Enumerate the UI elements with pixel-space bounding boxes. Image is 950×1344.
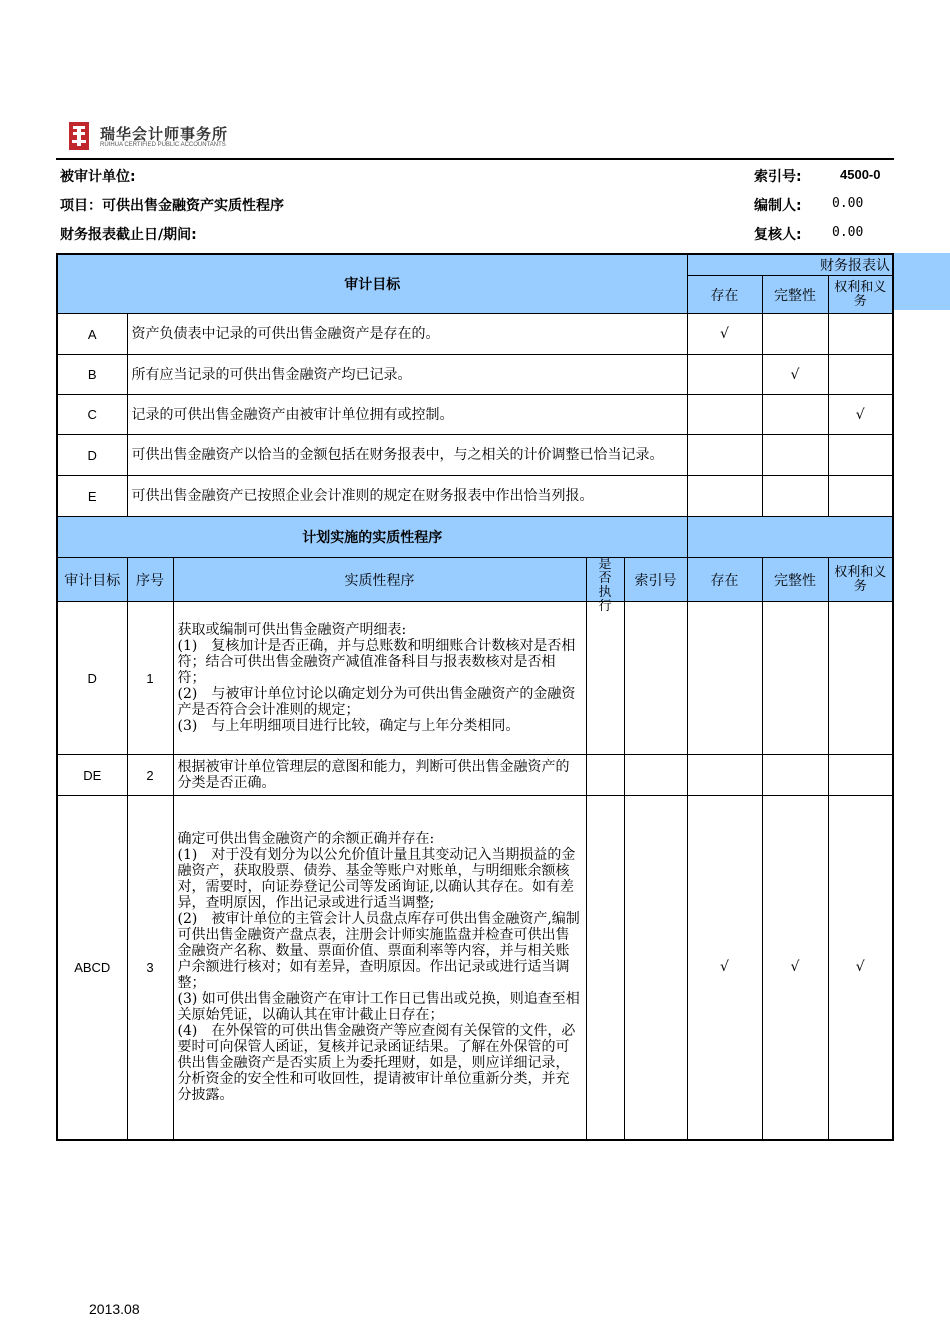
index-cell[interactable] [624,755,687,796]
procedure-objective: ABCD [57,796,127,1140]
objective-text: 资产负债表中记录的可供出售金融资产是存在的。 [127,314,687,355]
procedure-objective: D [57,602,127,755]
col-executed [586,557,624,614]
header-row-client [56,160,894,189]
firm-name-cn: 瑞华会计师事务所 [100,125,229,143]
procedure-line: (1) 对于没有划分为以公允价值计量且其变动记入当期损益的金融资产，获取股票、债券、基金等账户对账单，与明细账余额核对，需要时，向证券登记公司等发函询证,以确认其存在。如有差异，查明原因，作出记录或进行适当调整; [177,847,576,912]
procedure-line: 获取或编制可供出售金融资产明细表: [177,622,407,638]
mark-complete [762,435,828,476]
procedure-line: (4) 在外保管的可供出售金融资产等应查阅有关保管的文件，必要时可向保管人函证，复核并记录函证结果。了解在外保管的可供出售金融资产是否实质上为委托理财，如是，则应详细记录，分析资金的安全性和可收回性，提请被审计单位重新分类，并充分披露。 [177,1023,576,1104]
procedure-seq: 3 [127,796,173,1140]
reviewer-value: 0.00 [832,225,864,240]
procedure-line: (3) 如可供出售金融资产在审计工作日已售出或兑换，则追查至相关原始凭证，以确认其在审计截止日存在； [177,991,580,1024]
executed-cell[interactable] [586,602,624,755]
mark-rights [828,755,893,796]
firm-name-en: RUIHUA CERTIFIED PUBLIC ACCOUNTANTS [100,142,226,148]
mark-rights: √ [828,796,893,1140]
procedures-title: 计划实施的实质性程序 [57,517,687,558]
mark-complete [762,755,828,796]
index-cell[interactable] [624,796,687,1140]
col-index: 索引号 [624,558,687,602]
col-complete: 完整性 [762,276,828,314]
objective-id: E [57,476,127,517]
procedure-line: (2) 被审计单位的主管会计人员盘点库存可供出售金融资产,编制可供出售金融资产盘点表，注册会计师实施监盘并检查可供出售金融资产名称、数量、票面价值、票面利率等内容，并与相关账户余额进行核对；如有差异，查明原因。作出记录或进行适当调整； [177,911,580,992]
reviewer-label: 复核人: [754,227,802,243]
col-rights: 权利和义务 [828,276,893,314]
mark-exist [687,755,762,796]
procedure-line: (2) 与被审计单位讨论以确定划分为可供出售金融资产的金融资产是否符合会计准则的规定； [177,686,576,718]
mark-exist [687,435,762,476]
workpaper-header [56,158,894,248]
mark-complete [762,314,828,355]
objective-id: C [57,395,127,435]
header-row-project [56,189,894,218]
objective-row [57,314,893,355]
mark-exist [687,355,762,395]
index-value: 4500-0 [840,167,881,182]
col-seq: 序号 [127,558,173,602]
executed-cell[interactable] [586,796,624,1140]
procedure-row [57,755,893,796]
index-label: 索引号: [754,169,802,185]
mark-exist [687,476,762,517]
objectives-title: 审计目标 [57,254,687,314]
procedure-line: 确定可供出售金融资产的余额正确并存在: [177,831,435,848]
mark-exist [687,395,762,435]
preparer-label: 编制人: [754,198,802,214]
procedure-line: 根据被审计单位管理层的意图和能力，判断可供出售金融资产的分类是否正确。 [177,759,570,791]
index-cell[interactable] [624,602,687,755]
mark-complete [762,395,828,435]
col-complete-2: 完整性 [762,558,828,602]
col-objective: 审计目标 [57,558,127,602]
col-exist-2: 存在 [687,558,762,602]
objective-row [57,476,893,517]
mark-exist [687,602,762,755]
period-label: 财务报表截止日/期间: [60,227,197,243]
objective-id: B [57,355,127,395]
mark-rights [828,435,893,476]
procedure-text [173,796,586,1140]
objective-row [57,355,893,395]
procedure-seq: 2 [127,755,173,796]
mark-complete: √ [762,355,828,395]
audit-program-table [56,253,894,1141]
header-row-period [56,218,894,247]
mark-exist: √ [687,796,762,1140]
procedure-row [57,602,893,755]
procedure-line: (3) 与上年明细项目进行比较，确定与上年分类相同。 [177,718,520,734]
objective-text: 可供出售金融资产已按照企业会计准则的规定在财务报表中作出恰当列报。 [127,476,687,517]
col-rights-2: 权利和义务 [828,558,893,602]
objective-text: 可供出售金融资产以恰当的金额包括在财务报表中，与之相关的计价调整已恰当记录。 [127,435,687,476]
procedures-title-filler [687,517,893,558]
client-label: 被审计单位: [60,169,136,185]
col-procedure: 实质性程序 [173,558,586,602]
procedure-objective: DE [57,755,127,796]
procedure-line: (1) 复核加计是否正确，并与总账数和明细账合计数核对是否相符；结合可供出售金融资产减值准备科目与报表数核对是否相符； [177,638,576,686]
col-exist: 存在 [687,276,762,314]
firm-logo-icon [66,120,92,152]
procedure-seq: 1 [127,602,173,755]
mark-rights [828,355,893,395]
objective-id: A [57,314,127,355]
mark-rights [828,314,893,355]
objective-text: 记录的可供出售金融资产由被审计单位拥有或控制。 [127,395,687,435]
mark-complete [762,602,828,755]
mark-rights [828,602,893,755]
procedure-row [57,796,893,1140]
mark-complete: √ [762,796,828,1140]
preparer-value: 0.00 [832,196,864,211]
mark-rights [828,476,893,517]
project-label: 项目：可供出售金融资产实质性程序 [60,198,284,214]
executed-cell[interactable] [586,755,624,796]
col-executed-label: 是否执行 [598,557,612,614]
procedure-text [173,755,586,796]
right-blue-strip [894,253,950,310]
objective-row [57,435,893,476]
mark-rights: √ [828,395,893,435]
footer-date: 2013.08 [89,1301,140,1317]
objective-row [57,395,893,435]
mark-exist: √ [687,314,762,355]
objective-id: D [57,435,127,476]
objective-text: 所有应当记录的可供出售金融资产均已记录。 [127,355,687,395]
mark-complete [762,476,828,517]
procedure-text [173,602,586,755]
assertion-group-header: 财务报表认 [687,254,893,276]
